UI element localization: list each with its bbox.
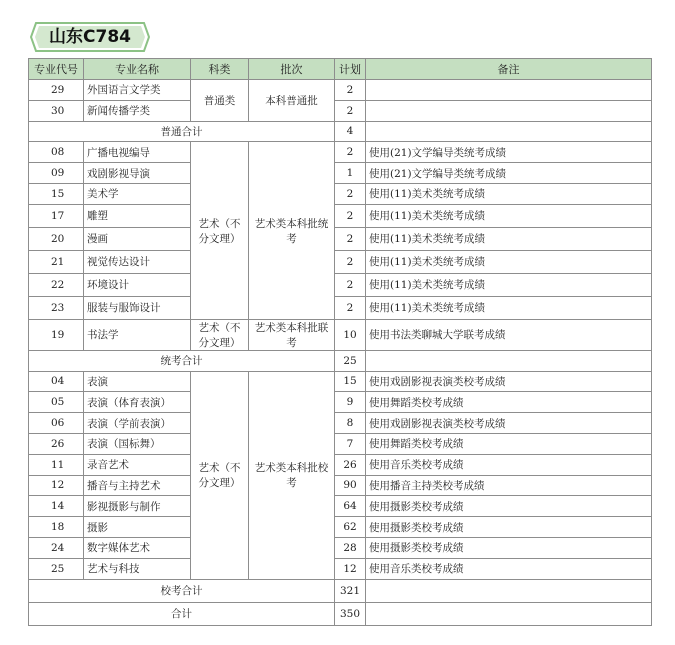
table-row	[29, 517, 652, 538]
row-code: 04	[29, 371, 84, 392]
row-plan: 1	[335, 163, 366, 184]
row-plan: 28	[335, 537, 366, 558]
row-plan: 2	[335, 80, 366, 101]
row-plan: 62	[335, 517, 366, 538]
row-plan: 7	[335, 433, 366, 454]
row-name: 表演（学前表演）	[84, 413, 191, 434]
row-note: 使用(11)美术类统考成绩	[366, 250, 652, 273]
table-row	[29, 80, 652, 101]
row-name: 表演（体育表演）	[84, 392, 191, 413]
row-code: 06	[29, 413, 84, 434]
header-note: 备注	[366, 59, 652, 80]
subtotal-note	[366, 579, 652, 602]
row-name: 外国语言文学类	[84, 80, 191, 101]
row-name: 影视摄影与制作	[84, 496, 191, 517]
table-row	[29, 433, 652, 454]
row-plan: 2	[335, 227, 366, 250]
subtotal-note	[366, 121, 652, 142]
row-code: 30	[29, 100, 84, 121]
row-name: 美术学	[84, 183, 191, 204]
row-code: 12	[29, 475, 84, 496]
table-row	[29, 183, 652, 204]
table-row	[29, 163, 652, 184]
admission-plan-table	[28, 58, 652, 626]
row-note: 使用书法类聊城大学联考成绩	[366, 319, 652, 350]
total-note	[366, 602, 652, 625]
row-note: 使用(21)文学编导类统考成绩	[366, 142, 652, 163]
table-row	[29, 392, 652, 413]
row-plan: 2	[335, 296, 366, 319]
row-note: 使用(11)美术类统考成绩	[366, 227, 652, 250]
total-label: 合计	[29, 602, 335, 625]
subtotal-value: 4	[335, 121, 366, 142]
table-row	[29, 319, 652, 350]
row-plan: 2	[335, 100, 366, 121]
header-code: 专业代号	[29, 59, 84, 80]
category-cell: 普通类	[191, 80, 249, 122]
table-row	[29, 475, 652, 496]
table-row	[29, 273, 652, 296]
row-name: 新闻传播学类	[84, 100, 191, 121]
row-note: 使用音乐类校考成绩	[366, 558, 652, 579]
row-name: 播音与主持艺术	[84, 475, 191, 496]
row-code: 05	[29, 392, 84, 413]
row-note: 使用(11)美术类统考成绩	[366, 204, 652, 227]
subtotal-row	[29, 350, 652, 371]
row-note: 使用(11)美术类统考成绩	[366, 183, 652, 204]
subtotal-note	[366, 350, 652, 371]
row-name: 视觉传达设计	[84, 250, 191, 273]
row-code: 23	[29, 296, 84, 319]
row-name: 表演	[84, 371, 191, 392]
row-name: 表演（国标舞）	[84, 433, 191, 454]
row-name: 雕塑	[84, 204, 191, 227]
table-row	[29, 496, 652, 517]
row-plan: 8	[335, 413, 366, 434]
table-row	[29, 227, 652, 250]
row-code: 15	[29, 183, 84, 204]
row-code: 14	[29, 496, 84, 517]
row-name: 戏剧影视导演	[84, 163, 191, 184]
row-name: 环境设计	[84, 273, 191, 296]
row-plan: 12	[335, 558, 366, 579]
table-row	[29, 204, 652, 227]
subtotal-value: 25	[335, 350, 366, 371]
row-code: 25	[29, 558, 84, 579]
row-note: 使用(21)文学编导类统考成绩	[366, 163, 652, 184]
row-plan: 2	[335, 204, 366, 227]
table-header-row	[29, 59, 652, 80]
row-note: 使用戏剧影视表演类校考成绩	[366, 371, 652, 392]
row-note: 使用戏剧影视表演类校考成绩	[366, 413, 652, 434]
row-name: 录音艺术	[84, 454, 191, 475]
row-plan: 26	[335, 454, 366, 475]
school-code-badge	[30, 22, 150, 52]
row-name: 数字媒体艺术	[84, 537, 191, 558]
row-plan: 64	[335, 496, 366, 517]
row-code: 11	[29, 454, 84, 475]
row-code: 19	[29, 319, 84, 350]
table-row	[29, 371, 652, 392]
table-row	[29, 100, 652, 121]
row-note: 使用摄影类校考成绩	[366, 496, 652, 517]
row-code: 17	[29, 204, 84, 227]
table-row	[29, 558, 652, 579]
row-plan: 2	[335, 250, 366, 273]
row-plan: 2	[335, 142, 366, 163]
row-code: 09	[29, 163, 84, 184]
row-code: 22	[29, 273, 84, 296]
row-code: 21	[29, 250, 84, 273]
header-batch: 批次	[249, 59, 335, 80]
subtotal-row	[29, 121, 652, 142]
row-note: 使用舞蹈类校考成绩	[366, 392, 652, 413]
row-note	[366, 80, 652, 101]
batch-cell: 本科普通批	[249, 80, 335, 122]
row-code: 24	[29, 537, 84, 558]
total-value: 350	[335, 602, 366, 625]
subtotal-value: 321	[335, 579, 366, 602]
row-note	[366, 100, 652, 121]
row-note: 使用摄影类校考成绩	[366, 517, 652, 538]
row-plan: 10	[335, 319, 366, 350]
category-cell: 艺术（不分文理）	[191, 371, 249, 579]
table-row	[29, 413, 652, 434]
table-row	[29, 454, 652, 475]
table-row	[29, 142, 652, 163]
subtotal-label: 校考合计	[29, 579, 335, 602]
subtotal-label: 统考合计	[29, 350, 335, 371]
row-name: 艺术与科技	[84, 558, 191, 579]
row-note: 使用舞蹈类校考成绩	[366, 433, 652, 454]
row-name: 漫画	[84, 227, 191, 250]
row-plan: 2	[335, 273, 366, 296]
row-code: 18	[29, 517, 84, 538]
category-cell: 艺术（不分文理）	[191, 142, 249, 319]
row-name: 广播电视编导	[84, 142, 191, 163]
row-note: 使用(11)美术类统考成绩	[366, 273, 652, 296]
table-row	[29, 537, 652, 558]
header-name: 专业名称	[84, 59, 191, 80]
category-cell: 艺术（不分文理）	[191, 319, 249, 350]
batch-cell: 艺术类本科批校考	[249, 371, 335, 579]
row-code: 29	[29, 80, 84, 101]
row-code: 26	[29, 433, 84, 454]
row-plan: 9	[335, 392, 366, 413]
row-note: 使用播音主持类校考成绩	[366, 475, 652, 496]
batch-cell: 艺术类本科批联考	[249, 319, 335, 350]
subtotal-row	[29, 579, 652, 602]
total-row	[29, 602, 652, 625]
subtotal-label: 普通合计	[29, 121, 335, 142]
row-name: 服装与服饰设计	[84, 296, 191, 319]
row-note: 使用音乐类校考成绩	[366, 454, 652, 475]
row-name: 书法学	[84, 319, 191, 350]
row-name: 摄影	[84, 517, 191, 538]
badge-label: 山东C784	[49, 27, 131, 47]
row-code: 08	[29, 142, 84, 163]
header-category: 科类	[191, 59, 249, 80]
row-code: 20	[29, 227, 84, 250]
table-row	[29, 250, 652, 273]
row-plan: 15	[335, 371, 366, 392]
row-note: 使用摄影类校考成绩	[366, 537, 652, 558]
header-plan: 计划	[335, 59, 366, 80]
row-plan: 2	[335, 183, 366, 204]
batch-cell: 艺术类本科批统考	[249, 142, 335, 319]
row-note: 使用(11)美术类统考成绩	[366, 296, 652, 319]
row-plan: 90	[335, 475, 366, 496]
table-row	[29, 296, 652, 319]
